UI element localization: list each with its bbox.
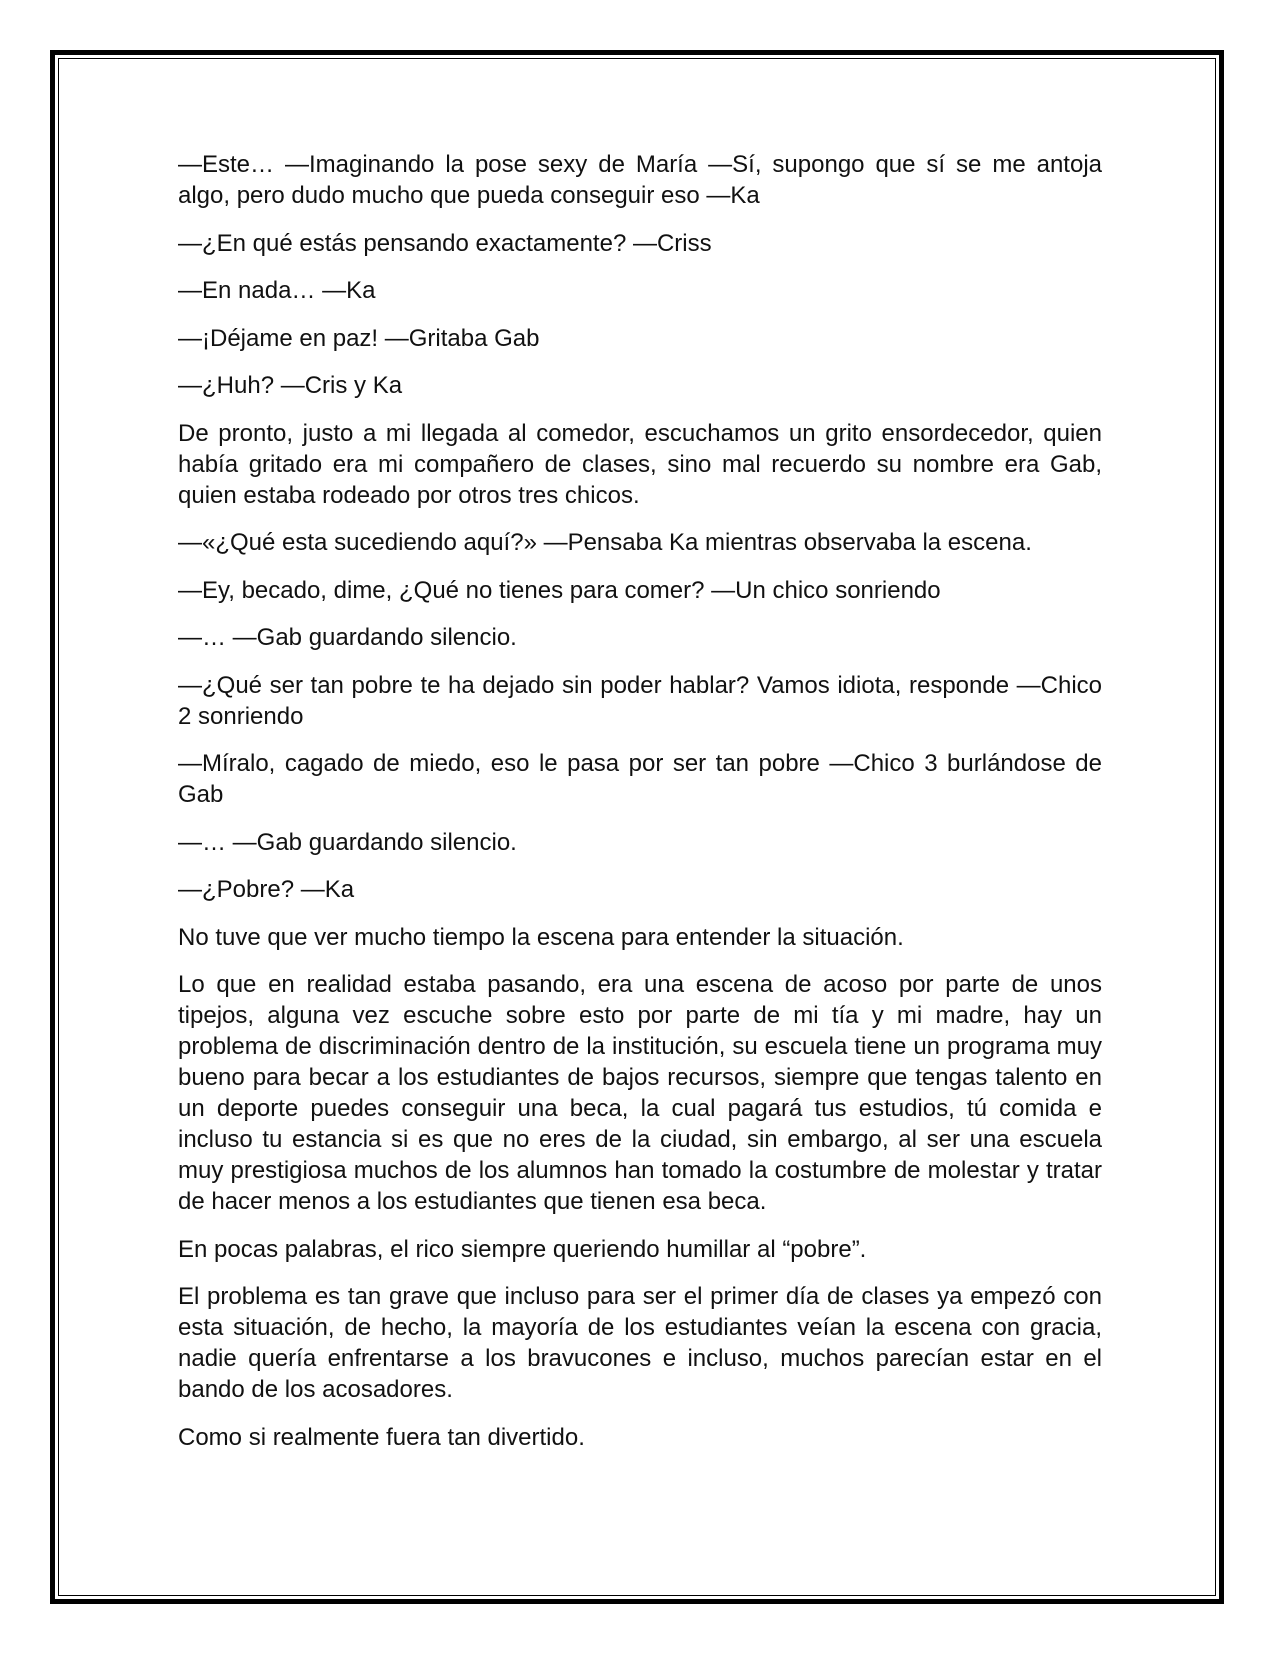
paragraph: —Este… —Imaginando la pose sexy de María —Sí, supongo que sí se me antoja algo, pero dudo mucho que pueda conseguir eso —Ka: [178, 151, 1102, 209]
paragraph: En pocas palabras, el rico siempre queriendo humillar al “pobre”.: [178, 1235, 867, 1263]
paragraph: —¡Déjame en paz! —Gritaba Gab: [178, 324, 540, 352]
paragraph: —¿Pobre? —Ka: [178, 876, 355, 903]
paragraph: —«¿Qué esta sucediendo aquí?» —Pensaba Ka mientras observaba la escena.: [178, 529, 1032, 556]
paragraph: —¿En qué estás pensando exactamente? —Criss: [178, 229, 712, 257]
paragraph: Lo que en realidad estaba pasando, era una escena de acoso por parte de unos tipejos, alguna vez escuche sobre esto por parte de mi tía y mi madre, hay un problema de discriminación dentro de la institución, su escuela tiene un programa muy bueno para becar a los estudiantes de bajos recursos, siempre que tengas talento en un deporte puedes conseguir una beca, la cual pagará tus estudios, tú comida e incluso tu estancia si es que no eres de la ciudad, sin embargo, al ser una escuela muy prestigiosa muchos de los alumnos han tomado la costumbre de molestar y tratar de hacer menos a los estudiantes que tienen esa beca.: [178, 971, 1102, 1215]
paragraph: —¿Huh? —Cris y Ka: [178, 372, 403, 399]
paragraph: —… —Gab guardando silencio.: [178, 624, 517, 651]
paragraph: No tuve que ver mucho tiempo la escena para entender la situación.: [178, 923, 904, 951]
paragraph: —Ey, becado, dime, ¿Qué no tienes para comer? —Un chico sonriendo: [178, 576, 941, 604]
paragraph: De pronto, justo a mi llegada al comedor, escuchamos un grito ensordecedor, quien había gritado era mi compañero de clases, sino mal recuerdo su nombre era Gab, quien estaba rodeado por otros tres chicos.: [178, 419, 1102, 509]
paragraph: —Míralo, cagado de miedo, eso le pasa por ser tan pobre —Chico 3 burlándose de Gab: [178, 750, 1102, 808]
paragraph: —En nada… —Ka: [178, 277, 376, 304]
paragraph: —¿Qué ser tan pobre te ha dejado sin poder hablar? Vamos idiota, responde —Chico 2 sonriendo: [178, 671, 1102, 730]
paragraph: El problema es tan grave que incluso para ser el primer día de clases ya empezó con esta situación, de hecho, la mayoría de los estudiantes veían la escena con gracia, nadie quería enfrentarse a los bravucones e incluso, muchos parecían estar en el bando de los acosadores.: [178, 1283, 1102, 1403]
page-text-body: [178, 149, 1102, 1453]
paragraph: Como si realmente fuera tan divertido.: [178, 1423, 585, 1451]
paragraph: —… —Gab guardando silencio.: [178, 828, 517, 856]
